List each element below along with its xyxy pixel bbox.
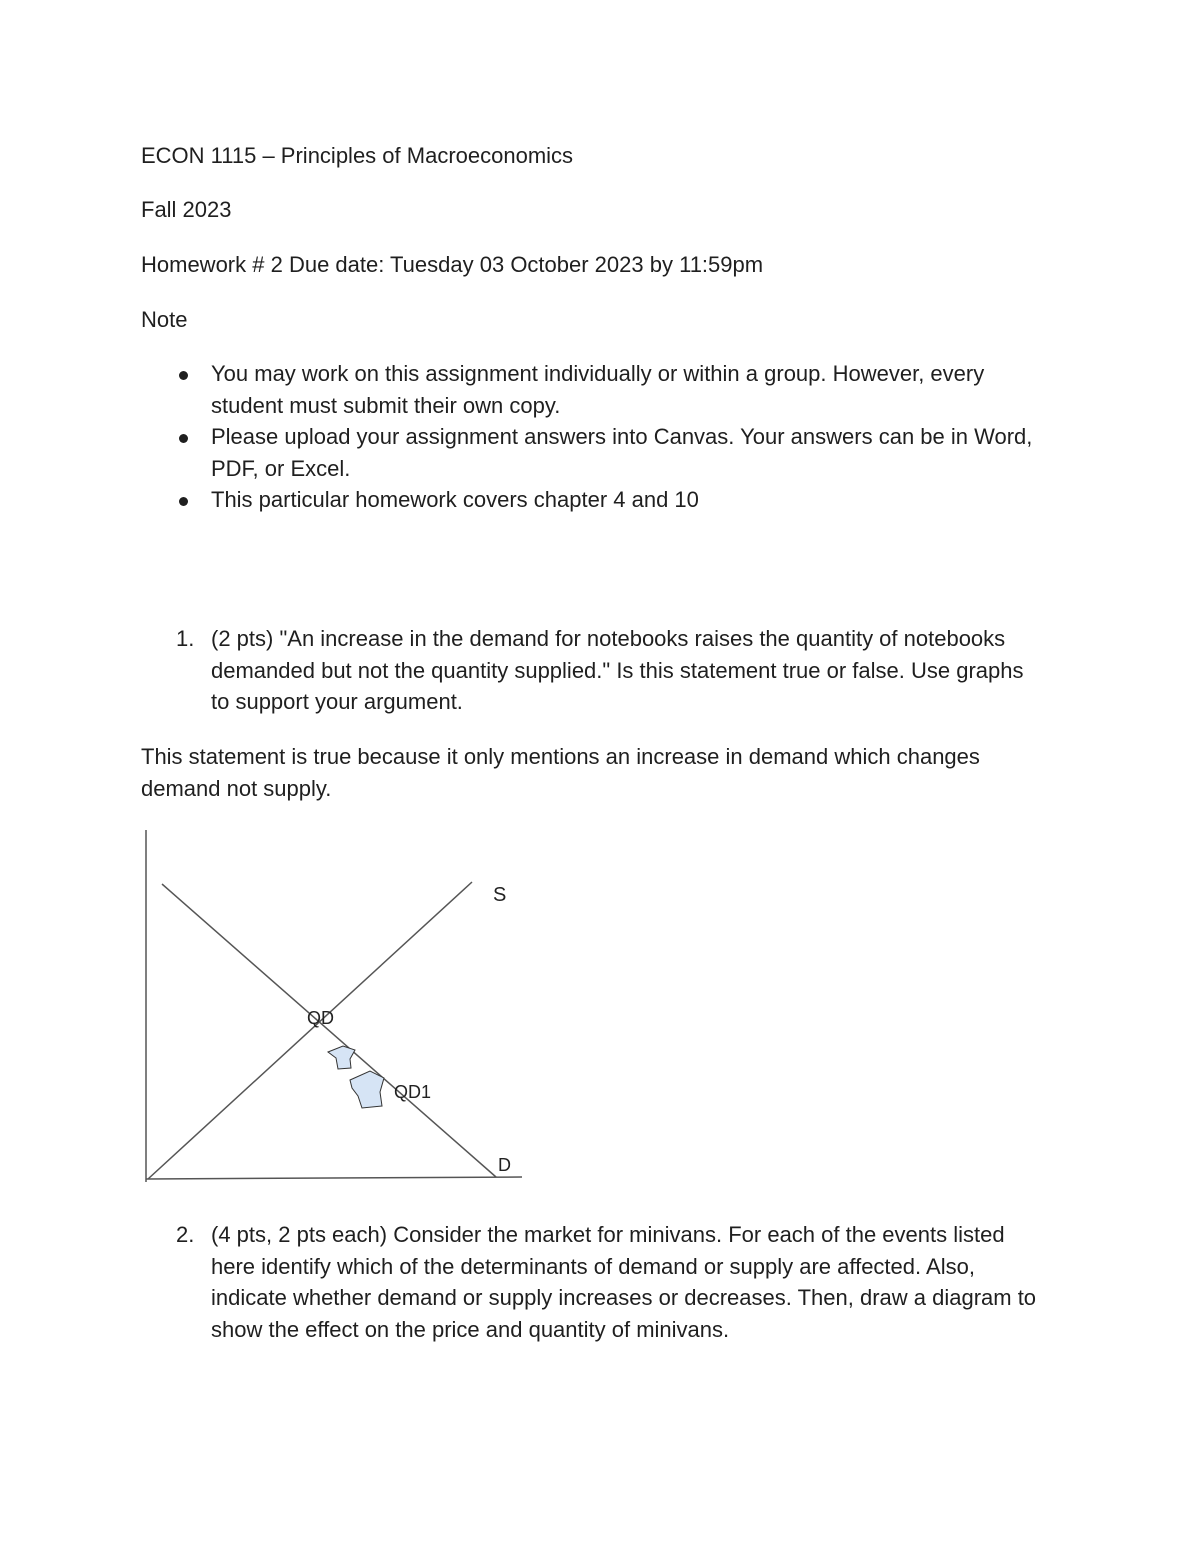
list-item [0, 358, 1051, 421]
shift-arrow-large [350, 1071, 384, 1108]
question-number: 1. [176, 626, 195, 651]
supply-curve [148, 882, 472, 1179]
demand-label: D [498, 1155, 511, 1175]
supply-label: S [493, 884, 507, 906]
note-heading: Note [141, 307, 188, 332]
question-2 [0, 1219, 1041, 1345]
term: Fall 2023 [141, 197, 232, 222]
question-list [0, 1219, 1100, 1345]
bullet-icon [179, 497, 188, 506]
qd1-label: QD1 [394, 1082, 432, 1102]
homework-due-date: Homework # 2 Due date: Tuesday 03 October 2023 by 11:59pm [141, 252, 764, 277]
note-text: This particular homework covers chapter 4 and 10 [211, 487, 699, 512]
bullet-icon [179, 434, 188, 443]
notes-list [0, 358, 1100, 516]
question-text: (4 pts, 2 pts each) Consider the market for minivans. For each of the events listed here identify which of the determinants of demand or supply are affected. Also, indicate whether demand or supply increases or decreases. Then, draw a diagram to show the effect on the price and quantity of minivans. [211, 1222, 1037, 1342]
qd-label: QD [307, 1008, 334, 1028]
demand-curve [162, 884, 496, 1177]
bullet-icon [179, 371, 188, 380]
supply-demand-diagram [140, 826, 530, 1186]
question-list [0, 623, 1100, 718]
x-axis [146, 1177, 522, 1179]
question-1 [0, 623, 1041, 718]
question-text: (2 pts) "An increase in the demand for notebooks raises the quantity of notebooks demanded but not the quantity supplied." Is this statement true or false. Use graphs to support your argument. [211, 626, 1024, 714]
question-number: 2. [176, 1222, 195, 1247]
answer-1: This statement is true because it only mentions an increase in demand which changes demand not supply. [141, 744, 980, 801]
shift-arrow-small [328, 1046, 355, 1069]
course-title: ECON 1115 – Principles of Macroeconomics [141, 143, 574, 168]
note-text: Please upload your assignment answers into Canvas. Your answers can be in Word, PDF, or Excel. [211, 424, 1033, 481]
note-text: You may work on this assignment individually or within a group. However, every student must submit their own copy. [211, 361, 985, 418]
list-item [0, 484, 1051, 516]
list-item [0, 421, 1051, 484]
